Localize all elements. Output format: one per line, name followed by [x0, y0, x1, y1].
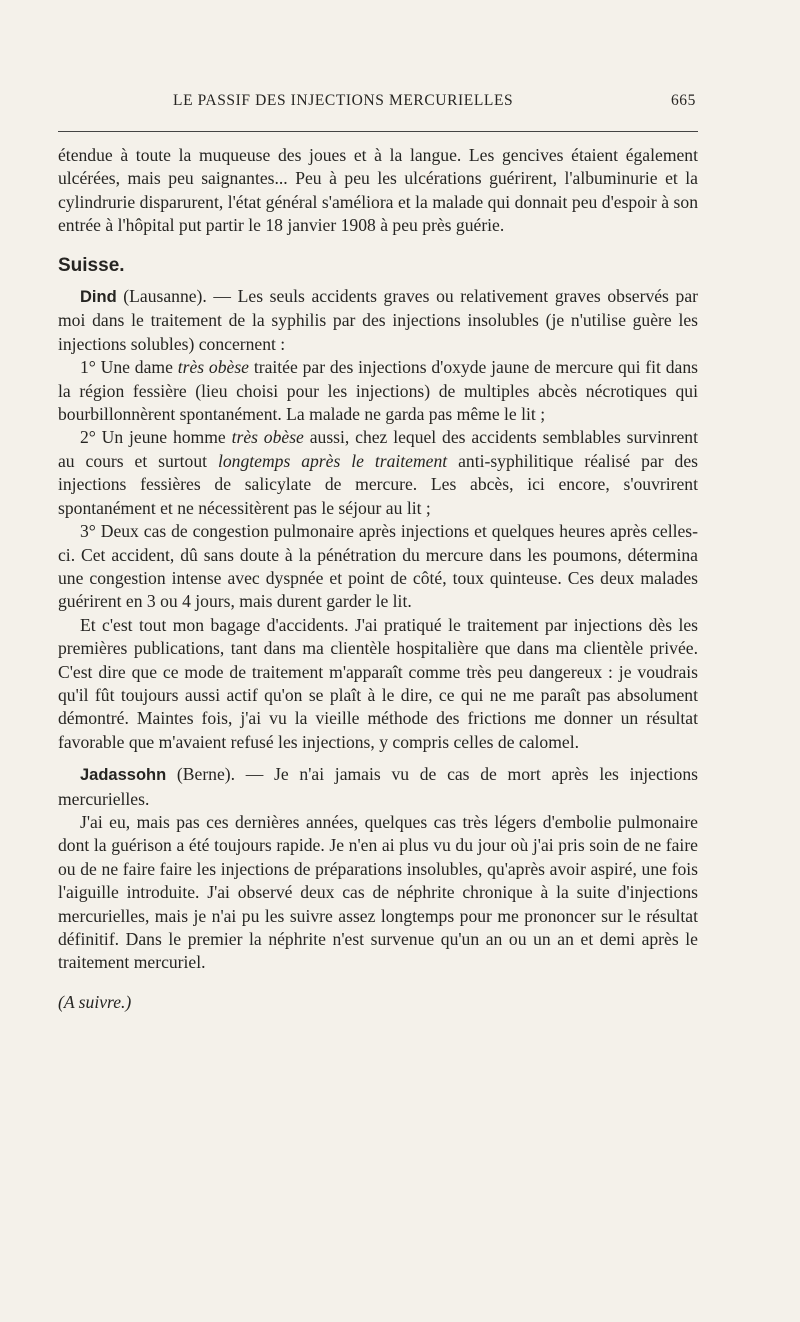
paragraph-bagage: Et c'est tout mon bagage d'accidents. J'ai pratiqué le traitement par injections dès les premières publications, tant dans ma clientèle hospitalière que dans ma clientèle privée. C'est dire que ce mode de traitement m'apparaît comme très peu dangereux : je voudrais qu'il fût toujours aussi actif qu'on se plaît à le dire, ce qui ne me paraît pas absolument démontré. Maintes fois, j'ai vu la vieille méthode des frictions me donner un résultat favorable que m'avaient refusé les injections, y compris celles de calomel. [58, 614, 698, 752]
item1-text-b: traitée par des injections d'oxyde jaune de mercure qui fit dans la région fessière (lieu choisi pour les injections) de multiples abcès nécrotiques qui bourbillonnèrent spontanément. La malade ne garda pas même le lit ; [58, 357, 698, 425]
paragraph-jadassohn [58, 763, 698, 811]
item2-emphasis-2: longtemps après le traitement [217, 450, 448, 471]
list-item-2 [58, 426, 698, 520]
paragraph-continuation: étendue à toute la muqueuse des joues et à la langue. Les gencives étaient également ulcérées, mais peu saignantes... Peu à peu les ulcérations guérirent, l'albuminurie et la cylindrurie disparurent, l'état général s'améliora et la malade qui donnait peu d'espoir à son entrée à l'hôpital put partir le 18 janvier 1908 à peu près guérie. [58, 145, 698, 236]
item1-emphasis: très obèse [177, 357, 249, 378]
page-number: 665 [670, 92, 696, 109]
author-name-dind: Dind [80, 288, 117, 307]
list-item-1 [58, 356, 698, 426]
to-be-continued: (A suivre.) [58, 991, 132, 1012]
running-title: LE PASSIF DES INJECTIONS MERCURIELLES [173, 92, 514, 109]
item2-emphasis-1: très obèse [231, 427, 304, 448]
list-item-3: 3° Deux cas de congestion pulmonaire après injections et quelques heures après celles-ci. Cet accident, dû sans doute à la pénétration du mercure dans les poumons, détermina une congestion intense avec dyspnée et point de côté, toux quinteuse. Ces deux malades guérirent en 3 ou 4 jours, mais durent garder le lit. [58, 521, 698, 612]
item1-text-a: 1° Une dame [80, 357, 178, 378]
section-heading-suisse: Suisse. [58, 254, 125, 276]
paragraph-embolie: J'ai eu, mais pas ces dernières années, quelques cas très légers d'embolie pulmonaire dont la guérison a été toujours rapide. Je n'en ai plus vu du jour où j'ai pris soin de ne faire ou de ne faire faire les injections de préparations insolubles, qu'après avoir aspiré, une fois l'aiguille introduite. J'ai observé deux cas de néphrite chronique à la suite d'injections mercurielles, mais je n'ai pu les suivre assez longtemps pour me prononcer sur le résultat définitif. Dans le premier la néphrite n'est survenue qu'un an ou un an et demi après le traitement mercuriel. [58, 811, 698, 973]
item2-text-b: aussi, chez lequel des accidents semblables survinrent au cours et surtout [58, 427, 698, 471]
running-header [58, 92, 698, 118]
body-text [58, 144, 698, 1014]
jadassohn-text: (Berne). — Je n'ai jamais vu de cas de mort après les injections mercurielles. [58, 764, 698, 809]
item2-text-c: anti-syphilitique réalisé par des injections fessières de salicylate de mercure. Les abcès, ici encore, s'ouvrirent spontanément et ne nécessitèrent pas le séjour au lit ; [58, 450, 698, 518]
paragraph-dind [58, 285, 698, 356]
author-name-jadassohn: Jadassohn [80, 766, 167, 785]
header-rule [58, 131, 698, 132]
item2-text-a: 2° Un jeune homme [80, 427, 232, 448]
dind-text: (Lausanne). — Les seuls accidents graves ou relativement graves observés par moi dans le traitement de la syphilis par des injections insolubles (je n'utilise guère les injections solubles) concernent : [58, 286, 698, 354]
